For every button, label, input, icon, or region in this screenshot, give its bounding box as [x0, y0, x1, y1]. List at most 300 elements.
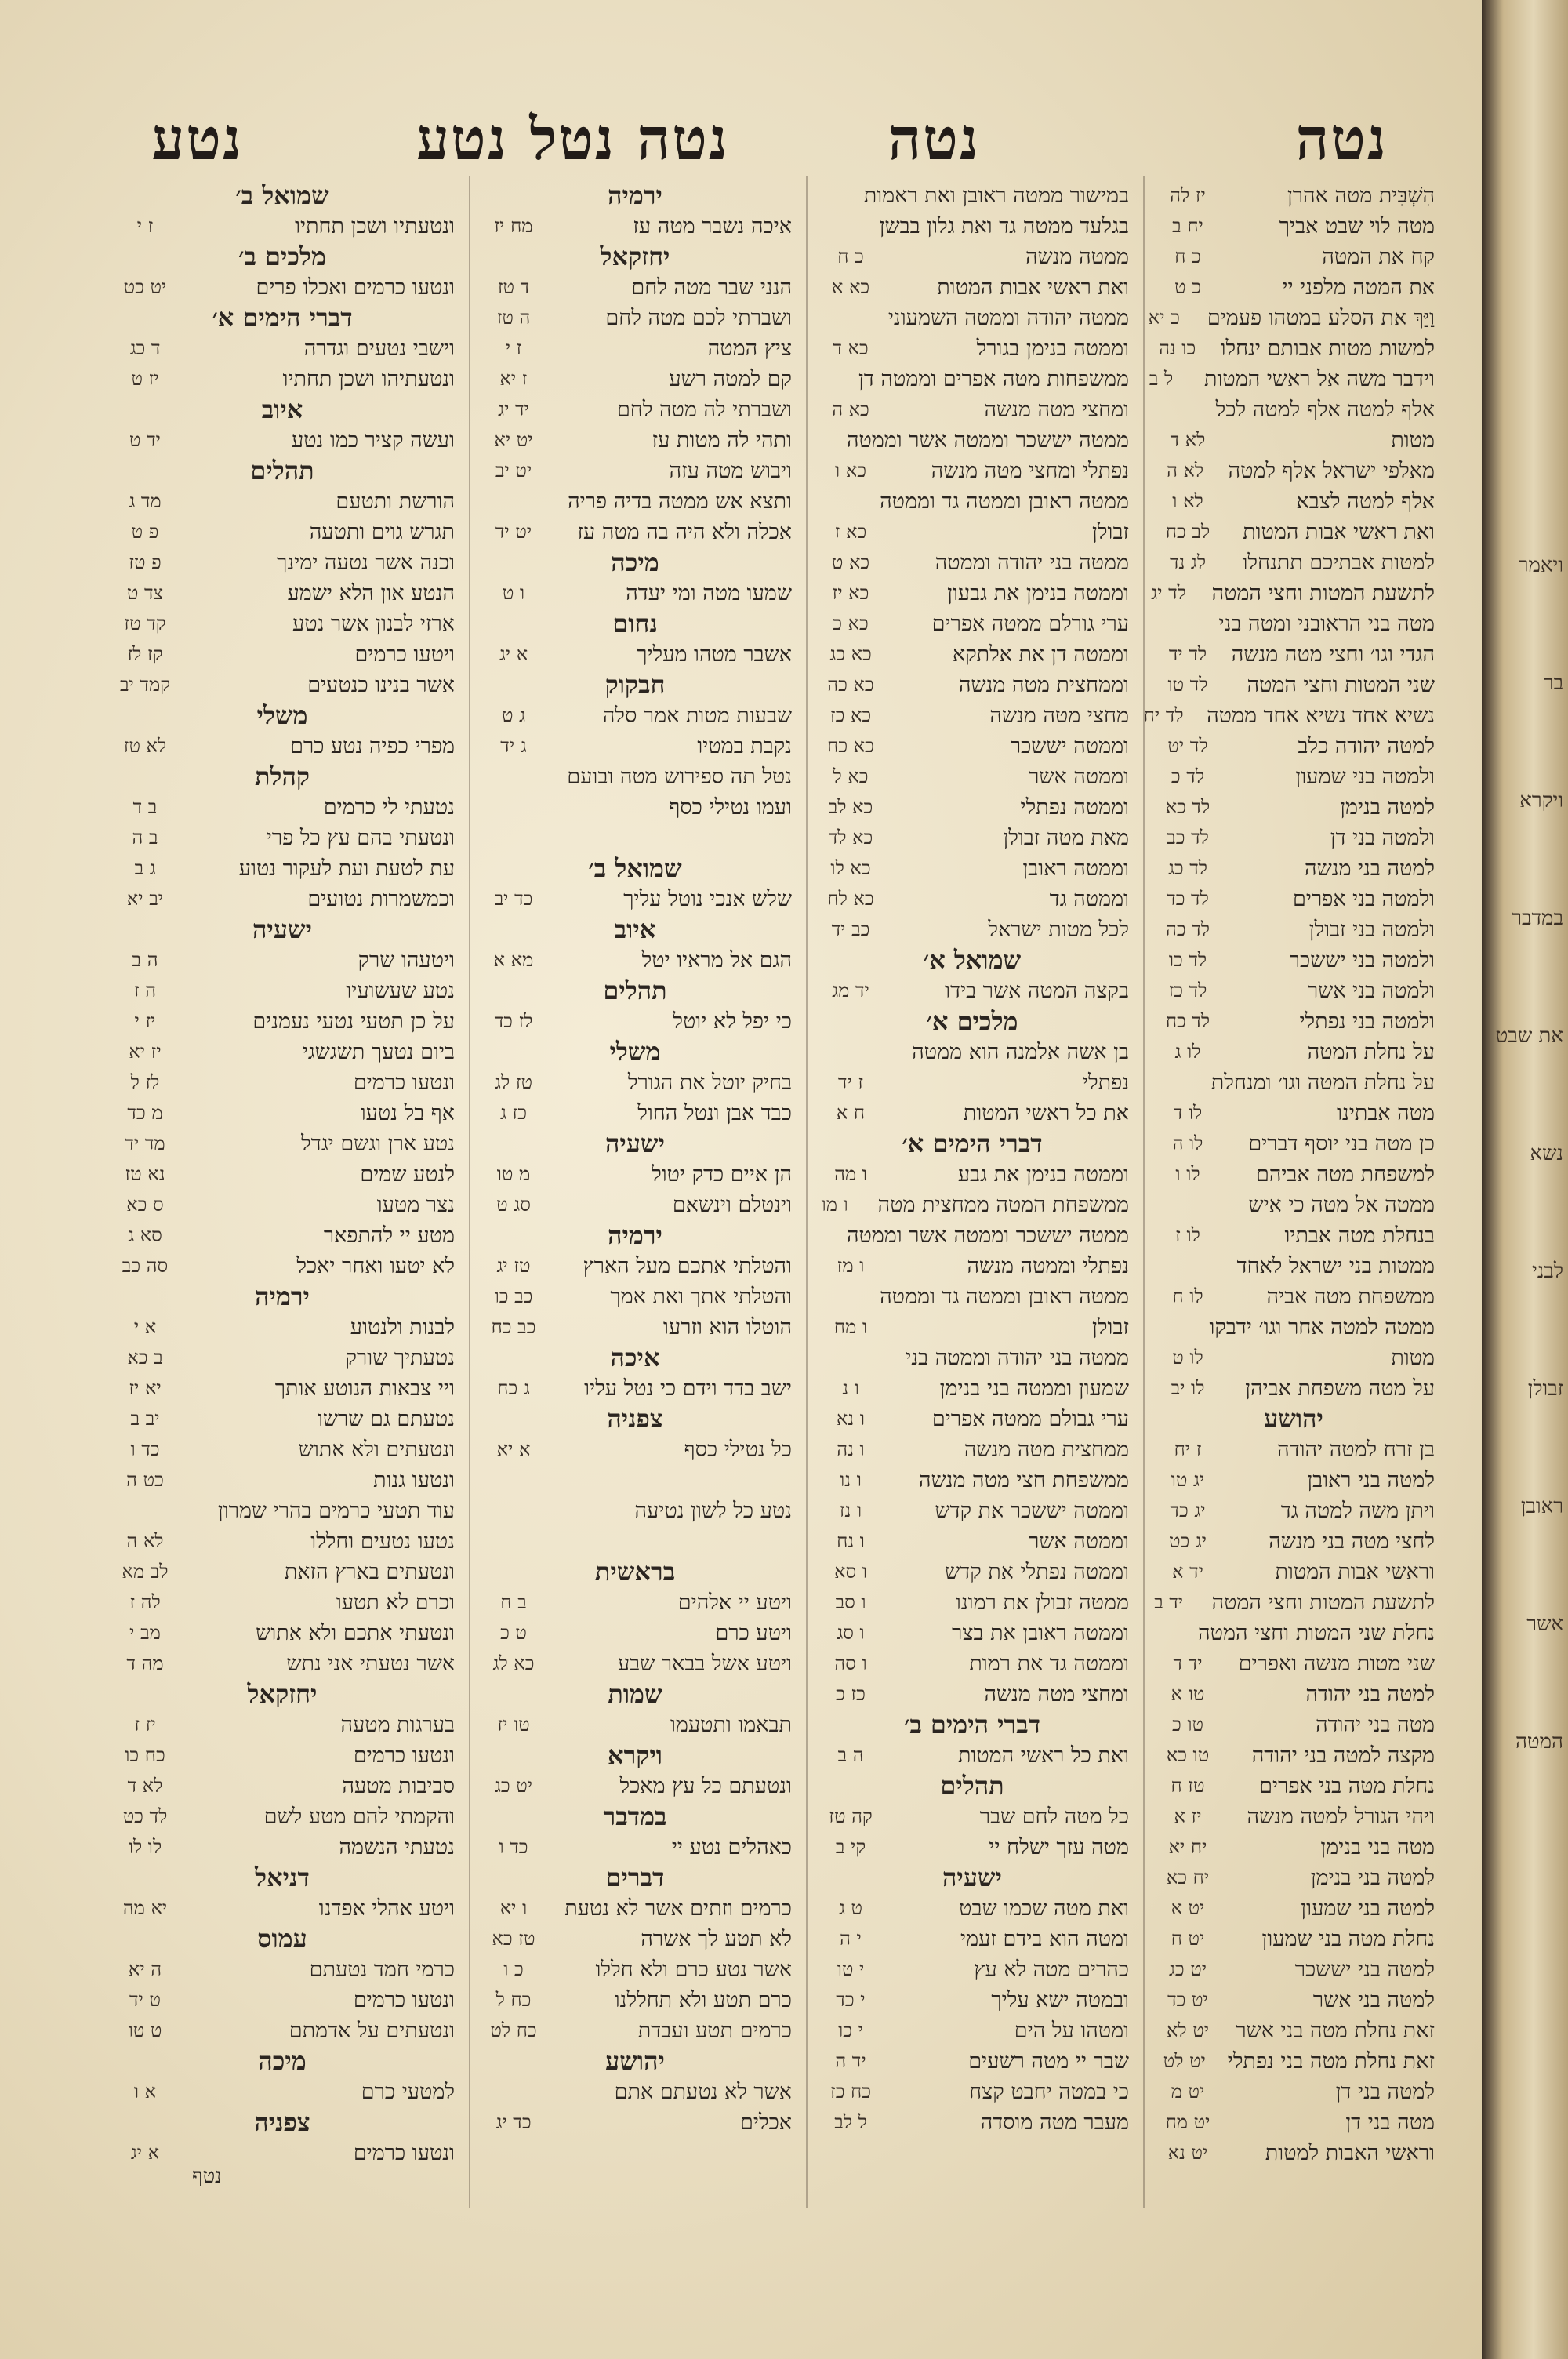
verse-reference: א יג — [499, 643, 528, 665]
concordance-entry — [1152, 1251, 1435, 1281]
entry-text: אלף למטה אלף למטה לכל — [1215, 398, 1435, 422]
verse-reference: כא לב — [828, 796, 873, 818]
verse-reference: כ יא — [1148, 307, 1180, 329]
verse-reference: ב ח — [500, 1591, 527, 1613]
book-heading — [478, 853, 792, 884]
verse-reference: יט נא — [1167, 2142, 1208, 2164]
entry-text: וממטה גד — [1049, 887, 1129, 911]
verse-reference: יד ד — [1173, 1652, 1203, 1674]
concordance-entry — [110, 1557, 455, 1587]
entry-text: ונטעתי אתכם ולא אתוש — [256, 1621, 455, 1645]
verse-reference: לא ד — [1170, 429, 1206, 451]
verse-reference: ג ב — [134, 857, 156, 879]
concordance-entry — [1152, 1190, 1435, 1220]
concordance-entry — [1152, 1954, 1435, 1985]
concordance-entry — [1152, 1679, 1435, 1710]
concordance-entry — [478, 1710, 792, 1740]
book-heading — [478, 547, 792, 578]
concordance-entry — [1152, 639, 1435, 670]
concordance-entry — [478, 1618, 792, 1648]
verse-reference: ז י — [136, 215, 154, 237]
verse-reference: כז ג — [500, 1102, 527, 1124]
entry-text: עת לטעת ועת לעקור נטוע — [238, 856, 455, 881]
column-rule-1 — [1143, 176, 1145, 2208]
concordance-entry — [1152, 1098, 1435, 1129]
entry-text: וראשי האבות למטות — [1265, 2141, 1435, 2165]
verse-reference: ז יא — [499, 368, 528, 390]
verse-reference: טז ח — [1171, 1775, 1205, 1797]
concordance-entry — [815, 242, 1129, 272]
entry-text: וממטה נפתלי את קדש — [945, 1560, 1129, 1584]
verse-reference — [478, 823, 549, 853]
verse-reference: י טו — [837, 1958, 865, 1980]
column-rule-3 — [469, 176, 470, 2208]
verse-reference: ו נז — [839, 1499, 862, 1521]
verse-reference: כב כח — [491, 1316, 536, 1338]
entry-text: נחלת מטה בני אפרים — [1259, 1774, 1435, 1798]
verse-reference: ט ג — [838, 1897, 863, 1919]
verse-reference: כא א — [831, 276, 870, 298]
entry-text: זבולן — [1092, 1315, 1129, 1339]
concordance-entry — [478, 1985, 792, 2016]
concordance-entry — [815, 731, 1129, 761]
verse-reference: י כו — [838, 2019, 863, 2041]
entry-text: וממטה אשר — [1029, 1529, 1129, 1554]
concordance-entry — [478, 1832, 792, 1863]
verse-reference: לו ח — [1172, 1285, 1203, 1307]
concordance-entry — [110, 1893, 455, 1924]
verse-reference: יז ט — [131, 368, 159, 390]
entry-text: וממטה יששכר את קדש — [935, 1499, 1129, 1523]
entry-text: למטה בני ראובן — [1307, 1468, 1435, 1492]
verse-reference: יט לא — [1166, 2019, 1210, 2041]
concordance-entry — [1152, 1618, 1435, 1648]
concordance-column-4 — [110, 180, 455, 2251]
verse-reference: לד כו — [1168, 949, 1207, 971]
concordance-entry — [110, 1648, 455, 1679]
verse-reference: יב ב — [130, 1408, 160, 1430]
entry-text: ונטעתים בארץ הזאת — [284, 1560, 455, 1584]
book-heading — [110, 761, 455, 792]
entry-text: וממטה בנימן את גבעון — [947, 581, 1129, 605]
concordance-entry — [110, 1404, 455, 1434]
entry-text: ונטעו גנות — [373, 1468, 455, 1492]
concordance-entry — [815, 1496, 1129, 1526]
verse-reference: כד יב — [494, 888, 533, 910]
concordance-entry — [110, 272, 455, 303]
entry-text: עמוס — [257, 1924, 307, 1954]
verse-reference: יז יא — [129, 1041, 162, 1063]
concordance-entry — [110, 1496, 455, 1526]
spine-fragment: ויאמר — [1518, 554, 1563, 577]
entry-text: נטעתי הנשמה — [339, 1835, 455, 1859]
verse-reference: לא ה — [1167, 460, 1204, 482]
verse-reference — [815, 1343, 886, 1373]
book-heading — [815, 1863, 1129, 1893]
concordance-entry — [478, 2107, 792, 2138]
concordance-entry — [478, 1098, 792, 1129]
concordance-entry — [1152, 1465, 1435, 1496]
concordance-entry — [815, 670, 1129, 700]
verse-reference: לד כט — [122, 1805, 168, 1827]
entry-text: למטה בני בנימן — [1310, 1866, 1435, 1890]
concordance-entry — [110, 2077, 455, 2107]
verse-reference: כד ו — [499, 1836, 528, 1858]
concordance-entry — [110, 1006, 455, 1037]
verse-reference: כא לג — [492, 1652, 535, 1674]
concordance-entry — [815, 425, 1129, 456]
entry-text: אשר בנינו כנטעים — [307, 673, 455, 697]
entry-text: לנטע שמים — [360, 1162, 455, 1187]
entry-text: דברים — [605, 1863, 665, 1892]
entry-text: חבקוק — [604, 670, 666, 700]
concordance-entry — [110, 639, 455, 670]
entry-text: נשיא אחד נשיא אחד ממטה — [1207, 703, 1435, 728]
verse-reference: ב ד — [132, 796, 158, 818]
verse-reference: לב מא — [122, 1561, 169, 1583]
verse-reference: פ ט — [131, 521, 159, 543]
concordance-entry — [815, 792, 1129, 823]
verse-reference: ו מה — [834, 1163, 867, 1185]
entry-text: למשפחת מטה אביהם — [1255, 1162, 1435, 1187]
concordance-entry — [478, 1281, 792, 1312]
entry-text: כרמים תטע ועבדת — [637, 2019, 792, 2043]
entry-text: ממטה מנשה — [1025, 245, 1129, 269]
entry-text: מחצי מטה מנשה — [989, 703, 1129, 728]
verse-reference — [1133, 1067, 1203, 1098]
concordance-entry — [110, 1771, 455, 1801]
verse-reference — [801, 486, 872, 517]
entry-text: הוטלו הוא וזרעו — [663, 1315, 792, 1339]
concordance-entry — [110, 547, 455, 578]
entry-text: וממטה אשר — [1029, 765, 1129, 789]
entry-text: שמעון וממטה בני בנימן — [939, 1376, 1129, 1401]
concordance-entry — [1152, 1281, 1435, 1312]
book-heading — [478, 180, 792, 211]
spine-fragment: המטה — [1515, 1730, 1563, 1754]
concordance-entry — [1152, 609, 1435, 639]
entry-text: לתשעת המטות וחצי המטה — [1211, 1590, 1435, 1615]
concordance-entry — [110, 578, 455, 609]
book-heading — [815, 1129, 1129, 1159]
entry-text: וכנה אשר נטעה ימינך — [277, 551, 455, 575]
entry-text: מאלפי ישראל אלף למטה — [1228, 459, 1435, 483]
book-heading — [478, 1129, 792, 1159]
entry-text: ישב בדד וידם כי נטל עליו — [584, 1376, 792, 1401]
entry-text: מפרי כפיה נטע כרם — [290, 734, 455, 758]
concordance-entry — [1152, 1801, 1435, 1832]
book-heading — [815, 1771, 1129, 1801]
entry-text: ונטעו כרמים ואכלו פרים — [256, 275, 455, 300]
concordance-entry — [815, 1954, 1129, 1985]
verse-reference: כח לט — [490, 2019, 537, 2041]
verse-reference: לו ה — [1172, 1132, 1203, 1154]
entry-text: שמות — [608, 1679, 662, 1709]
entry-text: ממטה ראובן וממטה גד וממטה — [880, 1285, 1129, 1309]
entry-text: בנחלת מטה אבתיו — [1284, 1223, 1435, 1248]
concordance-entry — [1152, 823, 1435, 853]
verse-reference: יג טו — [1171, 1469, 1205, 1491]
verse-reference: פ טז — [129, 551, 162, 573]
entry-text: למטה בנימן — [1340, 795, 1435, 820]
entry-text: נקבת במטיו — [697, 734, 792, 758]
concordance-entry — [815, 1281, 1129, 1312]
entry-text: כרם תטע ולא תחללנו — [614, 1988, 792, 2012]
entry-text: דניאל — [255, 1863, 310, 1892]
entry-text: וכרם לא תטעו — [336, 1590, 455, 1615]
verse-reference: לו לו — [128, 1836, 162, 1858]
entry-text: קח את המטה — [1322, 245, 1435, 269]
concordance-entry — [815, 394, 1129, 425]
entry-text: על מטה משפחת אביהן — [1245, 1376, 1435, 1401]
verse-reference: ו נו — [840, 1469, 862, 1491]
concordance-entry — [1152, 2016, 1435, 2046]
verse-reference: לד כא — [1165, 796, 1210, 818]
concordance-entry — [815, 1098, 1129, 1129]
verse-reference: לו ג — [1174, 1041, 1201, 1063]
concordance-entry — [1152, 2077, 1435, 2107]
book-heading — [110, 700, 455, 731]
entry-text: מטה בני הראובני ומטה בני — [1218, 612, 1435, 636]
verse-reference: ה ב — [837, 1744, 864, 1766]
concordance-entry — [478, 2016, 792, 2046]
concordance-entry — [815, 1190, 1129, 1220]
verse-reference: קד טז — [124, 612, 166, 634]
entry-text: אשר נטע כרם ולא חללו — [595, 1957, 792, 1982]
concordance-entry — [815, 976, 1129, 1006]
verse-reference: ז יד — [837, 1071, 864, 1093]
concordance-entry — [815, 486, 1129, 517]
entry-text: נפתלי — [1082, 1070, 1129, 1095]
entry-text: נטע שעשועיו — [346, 979, 455, 1003]
entry-text: מיכה — [611, 547, 659, 577]
entry-text: ויטע יי אלהים — [677, 1590, 792, 1615]
entry-text: זבולן — [1092, 520, 1129, 544]
concordance-entry — [478, 1526, 792, 1557]
entry-text: ותהי לה מטות עז — [652, 428, 792, 453]
concordance-entry — [1152, 1526, 1435, 1557]
verse-reference: לז ל — [130, 1071, 160, 1093]
verse-reference: ח א — [836, 1102, 866, 1124]
entry-text: וממטה ראובן את בצר — [952, 1621, 1129, 1645]
entry-text: ומטה הוא בידם זעמי — [960, 1927, 1129, 1951]
entry-text: בן זרח למטה יהודה — [1277, 1438, 1435, 1462]
verse-reference: כ ט — [1174, 276, 1201, 298]
concordance-entry — [478, 1067, 792, 1098]
concordance-entry — [110, 884, 455, 914]
concordance-entry — [478, 1434, 792, 1465]
verse-reference: כא כה — [827, 674, 874, 696]
concordance-entry — [815, 1526, 1129, 1557]
book-heading — [478, 1557, 792, 1587]
spine-fragment: אשר — [1526, 1612, 1563, 1636]
concordance-entry — [815, 578, 1129, 609]
entry-text: שלש אנכי נוטל עליך — [623, 887, 792, 911]
entry-text: מטה בני יהודה — [1316, 1713, 1435, 1737]
concordance-entry — [815, 517, 1129, 547]
concordance-entry — [1152, 1312, 1435, 1343]
verse-reference — [1138, 394, 1208, 425]
entry-text: למטה בני שמעון — [1301, 1896, 1435, 1921]
entry-text: מטות — [1391, 428, 1435, 453]
entry-text: ולמטה בני נפתלי — [1299, 1009, 1435, 1034]
verse-reference: מד יד — [125, 1132, 165, 1154]
verse-reference: ו נה — [837, 1438, 865, 1460]
entry-text: מלכים ב׳ — [238, 242, 326, 271]
concordance-entry — [478, 1771, 792, 1801]
concordance-entry — [110, 1985, 455, 2016]
verse-reference: ו יא — [499, 1897, 528, 1919]
verse-reference: ז יח — [1174, 1438, 1202, 1460]
concordance-entry — [110, 1251, 455, 1281]
verse-reference: לא ד — [127, 1775, 163, 1797]
book-heading — [110, 1863, 455, 1893]
entry-text: ירמיה — [255, 1281, 310, 1311]
entry-text: וממטה דן את אלתקא — [953, 642, 1129, 667]
entry-text: נצר מטעו — [376, 1193, 455, 1217]
verse-reference: כח ל — [495, 1989, 532, 2011]
concordance-entry — [110, 1037, 455, 1067]
entry-text: בגלעד ממטה גד ואת גלון בבשן — [879, 214, 1129, 238]
entry-text: מטה לוי שבט אביך — [1279, 214, 1435, 238]
verse-reference: כא כז — [829, 704, 872, 726]
concordance-entry — [1152, 2107, 1435, 2138]
concordance-entry — [478, 1312, 792, 1343]
entry-text: וממטה ראובן — [1022, 856, 1129, 881]
concordance-entry — [815, 211, 1129, 242]
entry-text: נטעתיך שורק — [345, 1346, 455, 1370]
book-heading — [110, 394, 455, 425]
verse-reference: לד כד — [1167, 888, 1209, 910]
concordance-entry — [478, 639, 792, 670]
concordance-entry — [1149, 364, 1435, 394]
entry-text: אכלה ולא היה בה מטה עז — [577, 520, 792, 544]
verse-reference: לה ז — [129, 1591, 161, 1613]
entry-text: נטעו נטעים וחללו — [310, 1529, 455, 1554]
verse-reference: קי ב — [835, 1836, 866, 1858]
concordance-entry — [110, 2016, 455, 2046]
entry-text: הנני שבר מטה לחם — [631, 275, 792, 300]
entry-text: ויטעו כרמים — [354, 642, 455, 667]
verse-reference: ט כ — [500, 1622, 527, 1644]
entry-text: נטל תה ספירוש מטה ובועם — [567, 765, 792, 789]
concordance-entry — [110, 1129, 455, 1159]
entry-text: הן איים כדק יטול — [652, 1162, 792, 1187]
entry-text: שמעו מטה ומי יעדה — [626, 581, 792, 605]
entry-text: על כן תטעי נטעי נעמנים — [252, 1009, 455, 1034]
verse-reference: סג ט — [496, 1194, 531, 1216]
entry-text: ונטעו כרמים — [353, 1988, 455, 2012]
entry-text: למטה בני יששכר — [1294, 1957, 1435, 1982]
entry-text: נטעתי לי כרמים — [323, 795, 455, 820]
concordance-column-2 — [815, 180, 1129, 2251]
entry-text: לא תטע לך אשרה — [641, 1927, 792, 1951]
entry-text: כאהלים נטע יי — [671, 1835, 792, 1859]
concordance-entry — [1152, 792, 1435, 823]
adjacent-page-edge — [1482, 0, 1568, 2359]
entry-text: ונטעתיו ושכן תחתיו — [295, 214, 455, 238]
entry-text: כן מטה בני יוסף דברים — [1248, 1132, 1435, 1156]
verse-reference: ג ט — [501, 704, 526, 726]
verse-reference: כח כו — [125, 1744, 165, 1766]
concordance-entry — [478, 1587, 792, 1618]
concordance-entry — [815, 364, 1129, 394]
book-heading — [478, 1801, 792, 1832]
verse-reference: כח כז — [830, 2081, 871, 2103]
entry-text: ולמטה בני שמעון — [1295, 765, 1435, 789]
verse-reference: כא לד — [828, 827, 873, 849]
book-heading — [478, 1740, 792, 1771]
book-heading — [815, 945, 1129, 976]
verse-reference: כא כ — [833, 612, 869, 634]
entry-text: ממטות בני ישראל לאחד — [1236, 1254, 1435, 1278]
entry-text: על נחלת המטה — [1307, 1040, 1435, 1064]
verse-reference: כא לו — [830, 857, 871, 879]
entry-text: הורשת ותטעם — [336, 489, 455, 514]
verse-reference: ה יא — [128, 1958, 162, 1980]
concordance-entry — [1152, 1985, 1435, 2016]
verse-reference: כא ה — [832, 398, 869, 420]
concordance-entry — [478, 1954, 792, 1985]
entry-text: מטה עזך ישלח יי — [989, 1835, 1129, 1859]
verse-reference: י כד — [836, 1989, 866, 2011]
concordance-entry — [1152, 1343, 1435, 1373]
entry-text: איכה — [610, 1343, 660, 1372]
entry-text: במדבר — [603, 1801, 667, 1831]
entry-text: מעבר מטה מוסדה — [980, 2110, 1129, 2135]
entry-text: צפניה — [607, 1404, 663, 1434]
concordance-entry — [110, 1832, 455, 1863]
verse-reference: טו יז — [497, 1714, 530, 1736]
verse-reference: כו נה — [1159, 337, 1196, 359]
concordance-entry — [1152, 2138, 1435, 2168]
book-heading — [815, 1710, 1129, 1740]
concordance-entry — [478, 1465, 792, 1496]
verse-reference: לו ט — [1172, 1347, 1203, 1369]
concordance-entry — [110, 853, 455, 884]
verse-reference: כב יד — [831, 918, 870, 940]
concordance-entry — [110, 1434, 455, 1465]
verse-reference: א יג — [130, 2142, 160, 2164]
entry-text: ישעיה — [942, 1863, 1002, 1892]
entry-text: וממטה בנימן בגורל — [976, 336, 1129, 361]
entry-text: למטה בני אשר — [1312, 1988, 1435, 2012]
concordance-entry — [110, 1343, 455, 1373]
entry-text: ומחצי מטה מנשה — [984, 1682, 1129, 1707]
book-heading — [478, 2046, 792, 2077]
verse-reference: ו סה — [834, 1652, 867, 1674]
verse-reference: לד כג — [1167, 857, 1208, 879]
entry-text: תהלים — [940, 1771, 1004, 1801]
concordance-entry — [1152, 1863, 1435, 1893]
entry-text: ממטה למטה אחר וגו׳ ידבקו — [1209, 1315, 1435, 1339]
concordance-entry — [1152, 1832, 1435, 1863]
verse-reference: יד א — [1172, 1561, 1203, 1583]
column-heading-1: נטה — [1295, 106, 1388, 173]
entry-text: שמואל א׳ — [923, 945, 1022, 975]
entry-text: משלי — [609, 1037, 661, 1067]
verse-reference: ו סב — [835, 1591, 866, 1613]
entry-text: ממטה זבולן את רמונו — [955, 1590, 1129, 1615]
verse-reference: יט כד — [1167, 1989, 1208, 2011]
verse-reference: צד ט — [126, 582, 164, 604]
entry-text: ממטה בני יהודה וממטה בני — [906, 1346, 1129, 1370]
concordance-entry — [1152, 1159, 1435, 1190]
entry-text: כבד אבן ונטל החול — [637, 1101, 792, 1125]
entry-text: ומטהו על הים — [1014, 2019, 1129, 2043]
book-heading — [478, 1679, 792, 1710]
book-heading — [478, 1863, 792, 1893]
